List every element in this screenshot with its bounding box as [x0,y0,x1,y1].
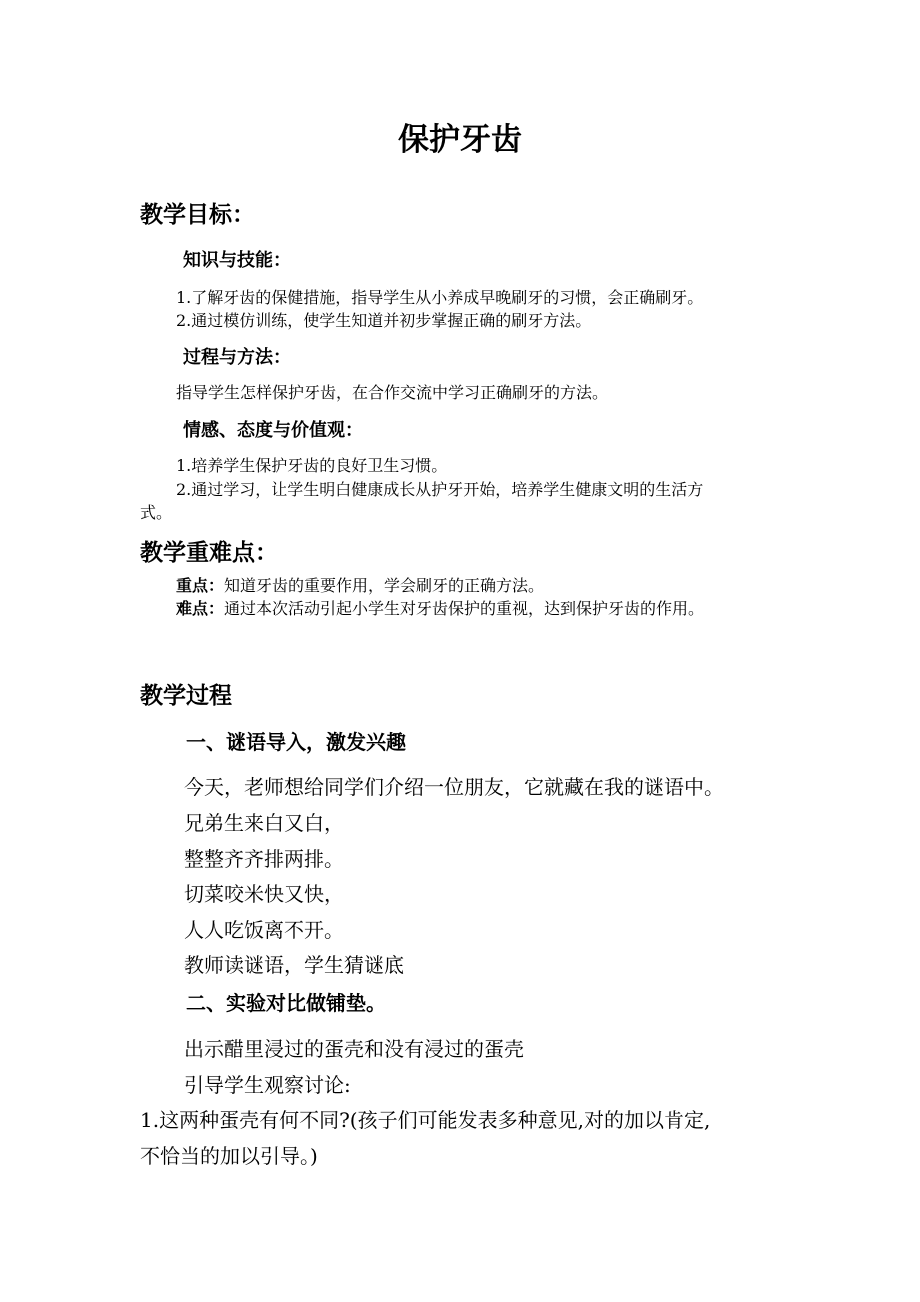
emotion-item: 2.通过学习，让学生明白健康成长从护牙开始，培养学生健康文明的生活方 [176,480,704,499]
knowledge-item: 2.通过模仿训练，使学生知道并初步掌握正确的刷牙方法。 [176,311,592,330]
riddle-line: 兄弟生来白又白， [184,811,344,835]
document-title: 保护牙齿 [398,122,522,158]
knowledge-item: 1.了解牙齿的保健措施，指导学生从小养成早晚刷牙的习惯，会正确刷牙。 [176,288,704,307]
riddle-line: 今天，老师想给同学们介绍一位朋友，它就藏在我的谜语中。 [184,775,724,799]
experiment-line: 出示醋里浸过的蛋壳和没有浸过的蛋壳 [184,1037,524,1061]
difficulty-text: 通过本次活动引起小学生对牙齿保护的重视，达到保护牙齿的作用。 [224,599,705,618]
riddle-line: 人人吃饭离不开。 [184,918,344,942]
keypoints-heading: 教学重难点： [140,540,278,566]
experiment-line: 不恰当的加以引导。) [140,1144,318,1168]
focus-label: 重点： [176,576,225,595]
process-method-text: 指导学生怎样保护牙齿，在合作交流中学习正确刷牙的方法。 [176,383,609,402]
difficulty-line [176,596,704,619]
difficulty-label: 难点： [176,599,225,618]
knowledge-heading: 知识与技能： [183,250,291,271]
process-method-heading: 过程与方法： [183,347,291,368]
part1-heading: 一、谜语导入，激发兴趣 [186,730,406,754]
emotion-item: 1.培养学生保护牙齿的良好卫生习惯。 [176,456,448,475]
riddle-line: 教师读谜语，学生猜谜底 [184,953,404,977]
riddle-line: 整整齐齐排两排。 [184,847,344,871]
objectives-heading: 教学目标： [140,202,255,228]
emotion-heading: 情感、态度与价值观： [183,420,363,441]
part2-heading: 二、实验对比做铺垫。 [186,991,386,1015]
experiment-line: 1.这两种蛋壳有何不同?(孩子们可能发表多种意见,对的加以肯定, [140,1108,711,1132]
experiment-line: 引导学生观察讨论: [184,1073,351,1097]
riddle-line: 切菜咬米快又快， [184,882,344,906]
emotion-item-continuation: 式。 [140,503,173,522]
teaching-process-heading: 教学过程 [140,683,232,709]
focus-text: 知道牙齿的重要作用，学会刷牙的正确方法。 [224,576,545,595]
focus-line [176,573,544,596]
